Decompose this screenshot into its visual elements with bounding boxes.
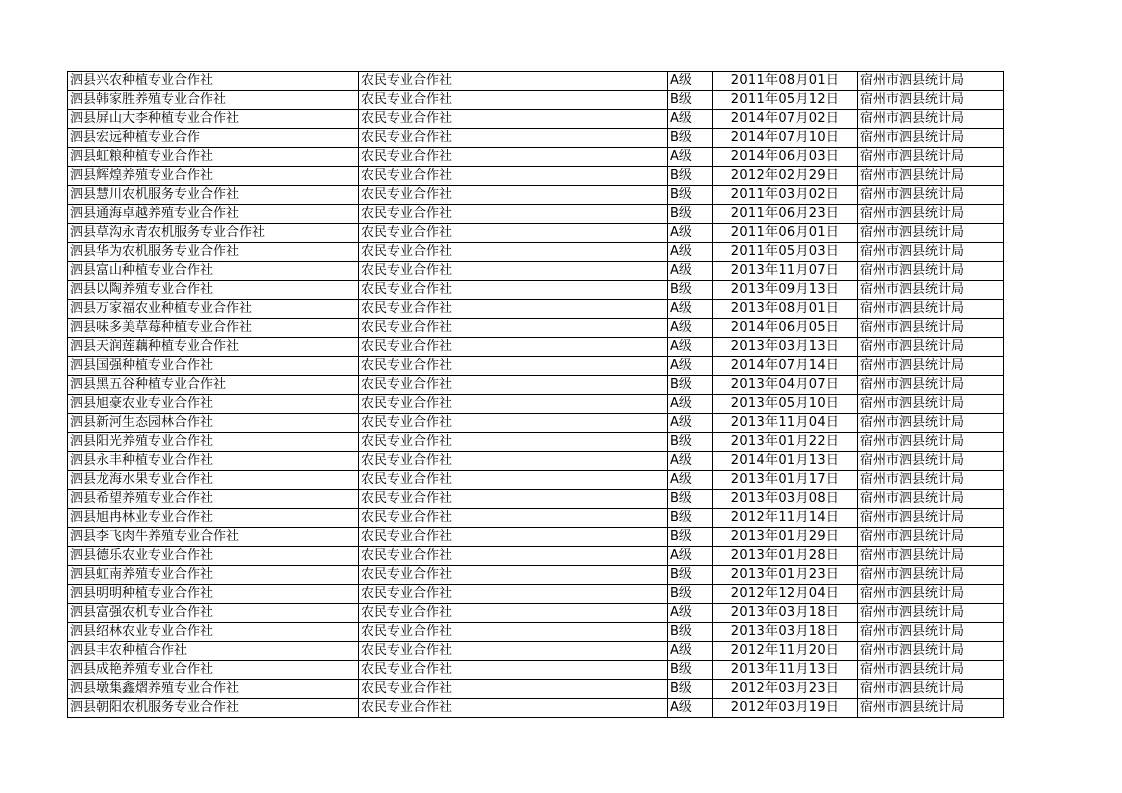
authority-cell: 宿州市泗县统计局	[858, 395, 1004, 414]
date-cell: 2013年04月07日	[713, 376, 858, 395]
date-cell: 2013年03月13日	[713, 338, 858, 357]
table-row	[68, 357, 1004, 376]
org-type-cell: 农民专业合作社	[359, 148, 668, 167]
cooperative-name-cell: 泗县成艳养殖专业合作社	[68, 661, 359, 680]
table-row	[68, 72, 1004, 91]
cooperative-name-cell: 泗县德乐农业专业合作社	[68, 547, 359, 566]
table-row	[68, 623, 1004, 642]
table-row	[68, 110, 1004, 129]
table-row	[68, 680, 1004, 699]
date-cell: 2013年11月04日	[713, 414, 858, 433]
authority-cell: 宿州市泗县统计局	[858, 148, 1004, 167]
cooperative-name-cell: 泗县富强农机专业合作社	[68, 604, 359, 623]
org-type-cell: 农民专业合作社	[359, 395, 668, 414]
date-cell: 2014年07月14日	[713, 357, 858, 376]
org-type-cell: 农民专业合作社	[359, 338, 668, 357]
date-cell: 2014年06月03日	[713, 148, 858, 167]
table-row	[68, 338, 1004, 357]
org-type-cell: 农民专业合作社	[359, 661, 668, 680]
grade-cell: A级	[668, 699, 713, 718]
org-type-cell: 农民专业合作社	[359, 490, 668, 509]
authority-cell: 宿州市泗县统计局	[858, 338, 1004, 357]
cooperative-name-cell: 泗县新河生态园林合作社	[68, 414, 359, 433]
org-type-cell: 农民专业合作社	[359, 72, 668, 91]
authority-cell: 宿州市泗县统计局	[858, 262, 1004, 281]
cooperative-name-cell: 泗县希望养殖专业合作社	[68, 490, 359, 509]
date-cell: 2014年01月13日	[713, 452, 858, 471]
table-row	[68, 224, 1004, 243]
authority-cell: 宿州市泗县统计局	[858, 433, 1004, 452]
date-cell: 2013年03月08日	[713, 490, 858, 509]
grade-cell: B级	[668, 585, 713, 604]
org-type-cell: 农民专业合作社	[359, 623, 668, 642]
cooperative-name-cell: 泗县龙海水果专业合作社	[68, 471, 359, 490]
grade-cell: A级	[668, 224, 713, 243]
org-type-cell: 农民专业合作社	[359, 471, 668, 490]
authority-cell: 宿州市泗县统计局	[858, 661, 1004, 680]
date-cell: 2012年11月14日	[713, 509, 858, 528]
cooperative-name-cell: 泗县旭冉林业专业合作社	[68, 509, 359, 528]
date-cell: 2014年06月05日	[713, 319, 858, 338]
date-cell: 2013年03月18日	[713, 623, 858, 642]
org-type-cell: 农民专业合作社	[359, 186, 668, 205]
table-row	[68, 243, 1004, 262]
org-type-cell: 农民专业合作社	[359, 281, 668, 300]
grade-cell: A级	[668, 471, 713, 490]
table-row	[68, 300, 1004, 319]
grade-cell: A级	[668, 604, 713, 623]
authority-cell: 宿州市泗县统计局	[858, 167, 1004, 186]
grade-cell: B级	[668, 566, 713, 585]
org-type-cell: 农民专业合作社	[359, 376, 668, 395]
date-cell: 2011年06月01日	[713, 224, 858, 243]
grade-cell: B级	[668, 623, 713, 642]
grade-cell: A级	[668, 338, 713, 357]
table-row	[68, 566, 1004, 585]
date-cell: 2013年11月07日	[713, 262, 858, 281]
cooperative-name-cell: 泗县虹粮种植专业合作社	[68, 148, 359, 167]
cooperative-name-cell: 泗县草沟永青农机服务专业合作社	[68, 224, 359, 243]
date-cell: 2012年02月29日	[713, 167, 858, 186]
authority-cell: 宿州市泗县统计局	[858, 110, 1004, 129]
date-cell: 2013年01月28日	[713, 547, 858, 566]
authority-cell: 宿州市泗县统计局	[858, 566, 1004, 585]
date-cell: 2013年08月01日	[713, 300, 858, 319]
authority-cell: 宿州市泗县统计局	[858, 547, 1004, 566]
grade-cell: B级	[668, 661, 713, 680]
authority-cell: 宿州市泗县统计局	[858, 129, 1004, 148]
date-cell: 2014年07月10日	[713, 129, 858, 148]
cooperative-name-cell: 泗县明明种植专业合作社	[68, 585, 359, 604]
cooperative-name-cell: 泗县兴农种植专业合作社	[68, 72, 359, 91]
org-type-cell: 农民专业合作社	[359, 585, 668, 604]
grade-cell: A级	[668, 319, 713, 338]
grade-cell: B级	[668, 129, 713, 148]
grade-cell: B级	[668, 186, 713, 205]
grade-cell: A级	[668, 395, 713, 414]
org-type-cell: 农民专业合作社	[359, 452, 668, 471]
authority-cell: 宿州市泗县统计局	[858, 224, 1004, 243]
authority-cell: 宿州市泗县统计局	[858, 471, 1004, 490]
date-cell: 2013年01月22日	[713, 433, 858, 452]
table-row	[68, 129, 1004, 148]
grade-cell: B级	[668, 490, 713, 509]
grade-cell: B级	[668, 680, 713, 699]
cooperative-name-cell: 泗县绍林农业专业合作社	[68, 623, 359, 642]
authority-cell: 宿州市泗县统计局	[858, 528, 1004, 547]
grade-cell: B级	[668, 376, 713, 395]
org-type-cell: 农民专业合作社	[359, 566, 668, 585]
authority-cell: 宿州市泗县统计局	[858, 585, 1004, 604]
authority-cell: 宿州市泗县统计局	[858, 91, 1004, 110]
table-row	[68, 186, 1004, 205]
authority-cell: 宿州市泗县统计局	[858, 414, 1004, 433]
authority-cell: 宿州市泗县统计局	[858, 452, 1004, 471]
grade-cell: A级	[668, 72, 713, 91]
grade-cell: B级	[668, 509, 713, 528]
date-cell: 2012年03月19日	[713, 699, 858, 718]
grade-cell: A级	[668, 414, 713, 433]
org-type-cell: 农民专业合作社	[359, 129, 668, 148]
table-row	[68, 281, 1004, 300]
org-type-cell: 农民专业合作社	[359, 91, 668, 110]
org-type-cell: 农民专业合作社	[359, 680, 668, 699]
grade-cell: A级	[668, 243, 713, 262]
table-row	[68, 699, 1004, 718]
cooperative-name-cell: 泗县宏远种植专业合作	[68, 129, 359, 148]
cooperative-name-cell: 泗县永丰种植专业合作社	[68, 452, 359, 471]
authority-cell: 宿州市泗县统计局	[858, 699, 1004, 718]
org-type-cell: 农民专业合作社	[359, 357, 668, 376]
authority-cell: 宿州市泗县统计局	[858, 319, 1004, 338]
authority-cell: 宿州市泗县统计局	[858, 72, 1004, 91]
authority-cell: 宿州市泗县统计局	[858, 243, 1004, 262]
org-type-cell: 农民专业合作社	[359, 300, 668, 319]
cooperative-name-cell: 泗县阳光养殖专业合作社	[68, 433, 359, 452]
cooperative-name-cell: 泗县天润莲藕种植专业合作社	[68, 338, 359, 357]
date-cell: 2013年09月13日	[713, 281, 858, 300]
grade-cell: B级	[668, 91, 713, 110]
grade-cell: B级	[668, 528, 713, 547]
cooperative-name-cell: 泗县通海卓越养殖专业合作社	[68, 205, 359, 224]
table-body	[68, 72, 1004, 718]
cooperative-name-cell: 泗县华为农机服务专业合作社	[68, 243, 359, 262]
cooperative-name-cell: 泗县黑五谷种植专业合作社	[68, 376, 359, 395]
date-cell: 2011年05月12日	[713, 91, 858, 110]
authority-cell: 宿州市泗县统计局	[858, 186, 1004, 205]
grade-cell: B级	[668, 167, 713, 186]
cooperative-name-cell: 泗县丰农种植合作社	[68, 642, 359, 661]
grade-cell: B级	[668, 205, 713, 224]
date-cell: 2013年01月23日	[713, 566, 858, 585]
org-type-cell: 农民专业合作社	[359, 604, 668, 623]
table-row	[68, 91, 1004, 110]
org-type-cell: 农民专业合作社	[359, 699, 668, 718]
authority-cell: 宿州市泗县统计局	[858, 623, 1004, 642]
org-type-cell: 农民专业合作社	[359, 262, 668, 281]
cooperative-name-cell: 泗县辉煌养殖专业合作社	[68, 167, 359, 186]
table-row	[68, 376, 1004, 395]
cooperative-name-cell: 泗县韩家胜养殖专业合作社	[68, 91, 359, 110]
org-type-cell: 农民专业合作社	[359, 110, 668, 129]
org-type-cell: 农民专业合作社	[359, 205, 668, 224]
grade-cell: A级	[668, 642, 713, 661]
table-row	[68, 490, 1004, 509]
cooperative-name-cell: 泗县屏山大李种植专业合作社	[68, 110, 359, 129]
table-row	[68, 471, 1004, 490]
authority-cell: 宿州市泗县统计局	[858, 376, 1004, 395]
authority-cell: 宿州市泗县统计局	[858, 281, 1004, 300]
date-cell: 2014年07月02日	[713, 110, 858, 129]
org-type-cell: 农民专业合作社	[359, 243, 668, 262]
org-type-cell: 农民专业合作社	[359, 167, 668, 186]
table-row	[68, 528, 1004, 547]
table-row	[68, 452, 1004, 471]
table-row	[68, 148, 1004, 167]
table-row	[68, 509, 1004, 528]
authority-cell: 宿州市泗县统计局	[858, 509, 1004, 528]
table-row	[68, 167, 1004, 186]
grade-cell: A级	[668, 357, 713, 376]
org-type-cell: 农民专业合作社	[359, 224, 668, 243]
grade-cell: B级	[668, 433, 713, 452]
table-row	[68, 642, 1004, 661]
date-cell: 2013年01月29日	[713, 528, 858, 547]
cooperative-name-cell: 泗县墩集鑫熠养殖专业合作社	[68, 680, 359, 699]
grade-cell: A级	[668, 110, 713, 129]
cooperative-name-cell: 泗县万家福农业种植专业合作社	[68, 300, 359, 319]
table-row	[68, 604, 1004, 623]
cooperative-name-cell: 泗县朝阳农机服务专业合作社	[68, 699, 359, 718]
org-type-cell: 农民专业合作社	[359, 414, 668, 433]
org-type-cell: 农民专业合作社	[359, 547, 668, 566]
authority-cell: 宿州市泗县统计局	[858, 680, 1004, 699]
org-type-cell: 农民专业合作社	[359, 642, 668, 661]
date-cell: 2012年12月04日	[713, 585, 858, 604]
table-row	[68, 585, 1004, 604]
cooperative-name-cell: 泗县富山种植专业合作社	[68, 262, 359, 281]
org-type-cell: 农民专业合作社	[359, 433, 668, 452]
authority-cell: 宿州市泗县统计局	[858, 205, 1004, 224]
date-cell: 2013年11月13日	[713, 661, 858, 680]
date-cell: 2013年01月17日	[713, 471, 858, 490]
authority-cell: 宿州市泗县统计局	[858, 604, 1004, 623]
date-cell: 2011年03月02日	[713, 186, 858, 205]
grade-cell: B级	[668, 281, 713, 300]
cooperative-name-cell: 泗县李飞肉牛养殖专业合作社	[68, 528, 359, 547]
grade-cell: A级	[668, 300, 713, 319]
authority-cell: 宿州市泗县统计局	[858, 300, 1004, 319]
table-row	[68, 205, 1004, 224]
cooperative-name-cell: 泗县慧川农机服务专业合作社	[68, 186, 359, 205]
cooperative-name-cell: 泗县以陶养殖专业合作社	[68, 281, 359, 300]
table-row	[68, 319, 1004, 338]
date-cell: 2013年05月10日	[713, 395, 858, 414]
authority-cell: 宿州市泗县统计局	[858, 642, 1004, 661]
date-cell: 2011年08月01日	[713, 72, 858, 91]
cooperative-name-cell: 泗县虹南养殖专业合作社	[68, 566, 359, 585]
org-type-cell: 农民专业合作社	[359, 509, 668, 528]
table-row	[68, 414, 1004, 433]
cooperative-name-cell: 泗县旭豪农业专业合作社	[68, 395, 359, 414]
date-cell: 2013年03月18日	[713, 604, 858, 623]
authority-cell: 宿州市泗县统计局	[858, 490, 1004, 509]
authority-cell: 宿州市泗县统计局	[858, 357, 1004, 376]
cooperative-name-cell: 泗县国强种植专业合作社	[68, 357, 359, 376]
grade-cell: A级	[668, 262, 713, 281]
date-cell: 2011年05月03日	[713, 243, 858, 262]
grade-cell: A级	[668, 452, 713, 471]
grade-cell: A级	[668, 148, 713, 167]
table-row	[68, 661, 1004, 680]
cooperative-table	[67, 71, 1004, 718]
date-cell: 2012年03月23日	[713, 680, 858, 699]
org-type-cell: 农民专业合作社	[359, 319, 668, 338]
table-row	[68, 395, 1004, 414]
table-row	[68, 547, 1004, 566]
grade-cell: A级	[668, 547, 713, 566]
table-row	[68, 433, 1004, 452]
date-cell: 2011年06月23日	[713, 205, 858, 224]
org-type-cell: 农民专业合作社	[359, 528, 668, 547]
date-cell: 2012年11月20日	[713, 642, 858, 661]
table-row	[68, 262, 1004, 281]
cooperative-name-cell: 泗县味多美草莓种植专业合作社	[68, 319, 359, 338]
